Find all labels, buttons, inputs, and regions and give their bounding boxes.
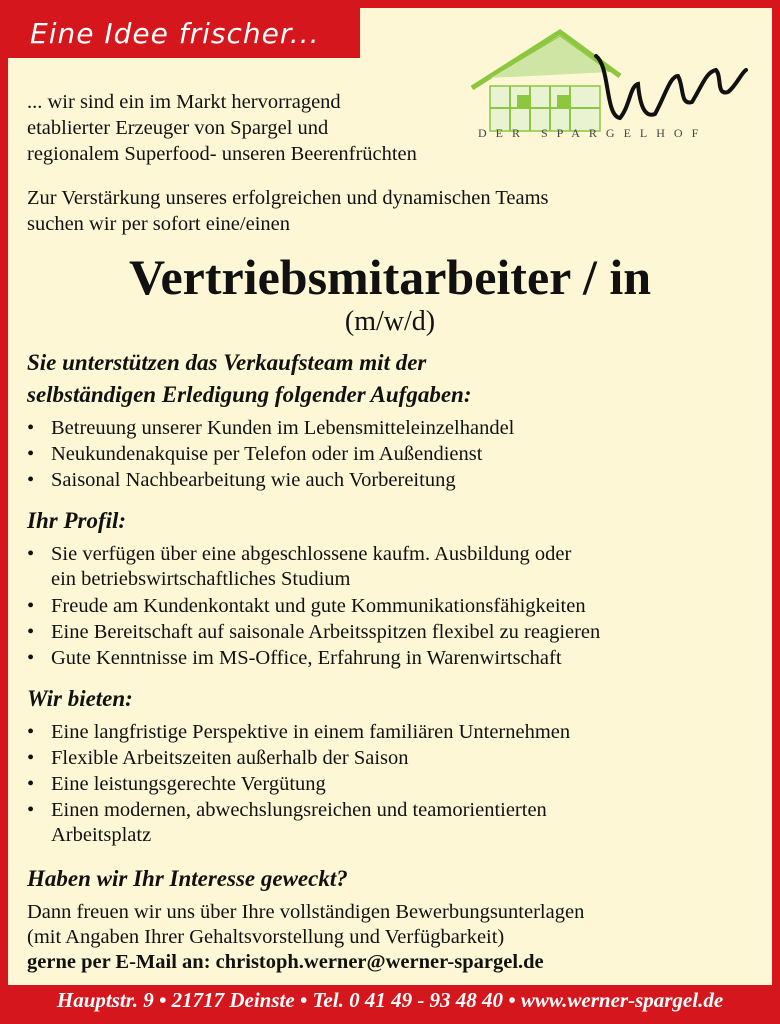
closing-line: (mit Angaben Ihrer Gehaltsvorstellung und Verfügbarkeit) xyxy=(27,926,505,948)
intro-line: etablierter Erzeuger von Spargel und xyxy=(27,117,329,139)
list-item: • Eine Bereitschaft auf saisonale Arbeitsspitzen flexibel zu reagieren xyxy=(27,621,601,643)
list-item: • Eine langfristige Perspektive in einem familiären Unternehmen xyxy=(27,721,571,743)
intro-line: ... wir sind ein im Markt hervorragend xyxy=(27,91,341,113)
logo-subtitle: DER SPARGELHOF xyxy=(478,126,708,140)
intro-line: regionalem Superfood- unseren Beerenfrüchten xyxy=(27,143,417,165)
list-item: • Sie verfügen über eine abgeschlossene kaufm. Ausbildung oder xyxy=(27,543,572,565)
tasks-heading: selbständigen Erledigung folgender Aufgaben: xyxy=(27,382,472,407)
farmhouse-icon xyxy=(472,32,620,131)
job-title: Vertriebsmitarbeiter / in xyxy=(128,249,652,305)
interest-heading: Haben wir Ihr Interesse geweckt? xyxy=(27,866,348,891)
list-item: • Freude am Kundenkontakt und gute Kommunikationsfähigkeiten xyxy=(27,595,586,617)
list-item: Arbeitsplatz xyxy=(51,824,152,846)
badge xyxy=(8,8,360,58)
list-item: • Flexible Arbeitszeiten außerhalb der Saison xyxy=(27,747,409,769)
profile-heading: Ihr Profil: xyxy=(27,508,127,533)
signature-icon xyxy=(596,56,746,118)
list-item: ein betriebswirtschaftliches Studium xyxy=(51,568,351,590)
badge-text: Eine Idee frischer... xyxy=(30,17,320,50)
closing-line: Dann freuen wir uns über Ihre vollständigen Bewerbungsunterlagen xyxy=(27,901,585,923)
team-line: suchen wir per sofort eine/einen xyxy=(27,213,290,235)
job-gender: (m/w/d) xyxy=(344,306,436,337)
list-item: • Saisonal Nachbearbeitung wie auch Vorbereitung xyxy=(27,469,456,491)
email-line[interactable]: gerne per E-Mail an: christoph.werner@werner-spargel.de xyxy=(27,951,544,973)
tasks-heading: Sie unterstützen das Verkaufsteam mit der xyxy=(27,350,427,375)
offer-heading: Wir bieten: xyxy=(27,686,133,711)
list-item: • Gute Kenntnisse im MS-Office, Erfahrung in Warenwirtschaft xyxy=(27,647,562,669)
list-item: • Betreuung unserer Kunden im Lebensmitteleinzelhandel xyxy=(27,417,515,439)
footer-contact: Hauptstr. 9 • 21717 Deinste • Tel. 0 41 49 - 93 48 40 • www.werner-spargel.de xyxy=(56,988,724,1012)
list-item: • Eine leistungsgerechte Vergütung xyxy=(27,773,326,795)
list-item: • Einen modernen, abwechslungsreichen und teamorientierten xyxy=(27,799,547,821)
team-line: Zur Verstärkung unseres erfolgreichen und dynamischen Teams xyxy=(27,187,549,209)
list-item: • Neukundenakquise per Telefon oder im Außendienst xyxy=(27,443,483,465)
